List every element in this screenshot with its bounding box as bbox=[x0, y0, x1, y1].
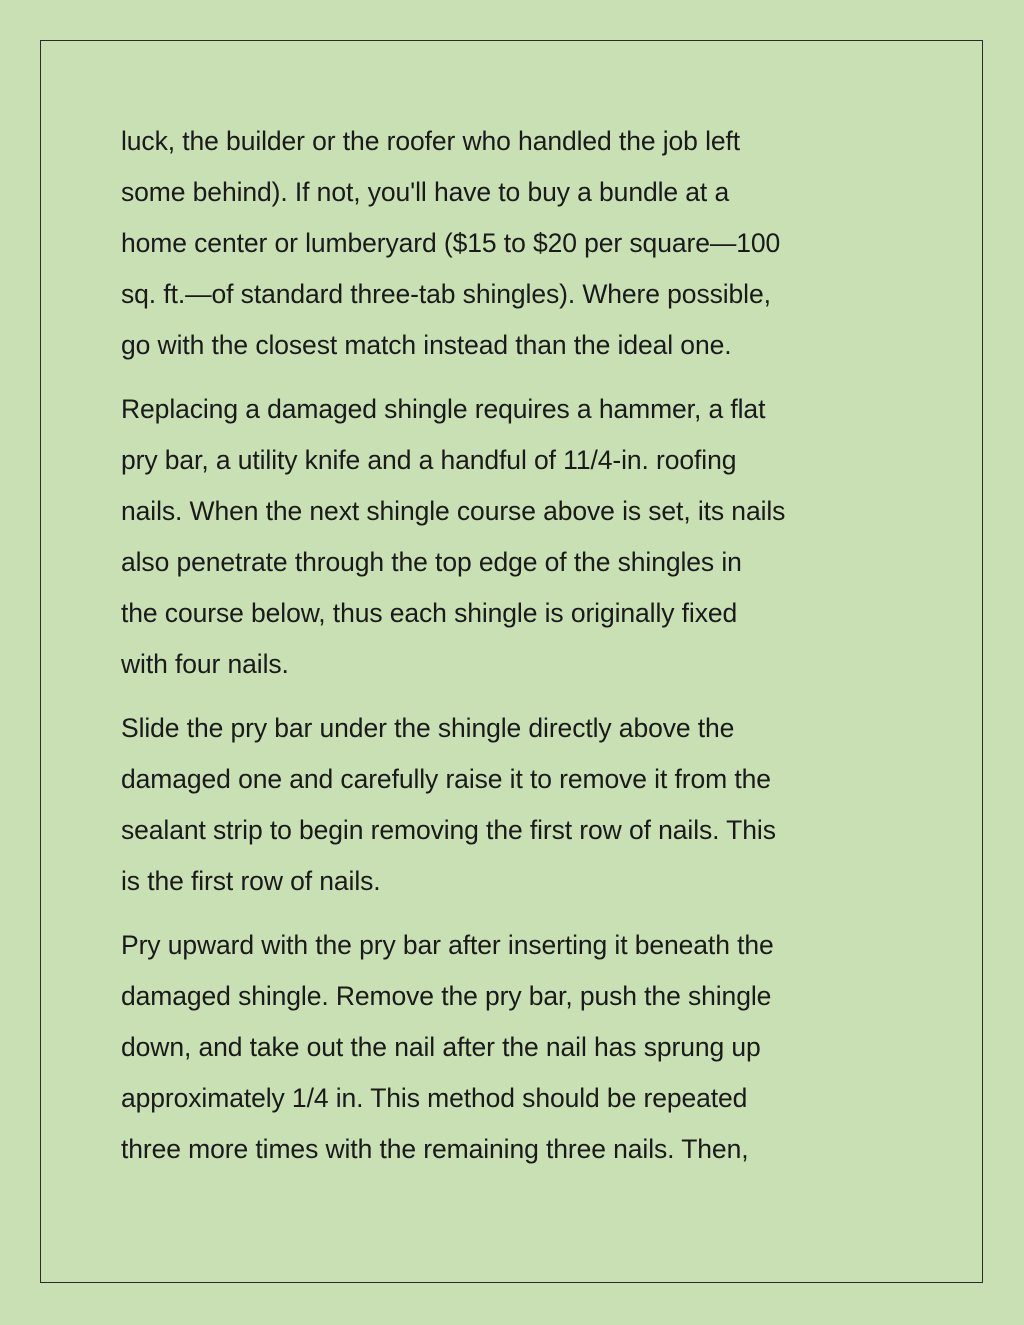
document-body bbox=[121, 116, 916, 1188]
paragraph-1: luck, the builder or the roofer who handled the job left some behind). If not, you'll have to buy a bundle at a home center or lumberyard ($15 to $20 per square—100 sq. ft.—of standard three-tab shingles). Where possible, go with the closest match instead than the ideal one. bbox=[121, 126, 781, 360]
paragraph-2: Replacing a damaged shingle requires a hammer, a flat pry bar, a utility knife and a handful of 11/4-in. roofing nails. When the next shingle course above is set, its nails also penetrate through the top edge of the shingles in the course below, thus each shingle is originally fixed with four nails. bbox=[121, 394, 786, 679]
paragraph-4: Pry upward with the pry bar after inserting it beneath the damaged shingle. Remove the pry bar, push the shingle down, and take out the nail after the nail has sprung up approximately 1/4 in. This method should be repeated three more times with the remaining three nails. Then, bbox=[121, 930, 774, 1164]
paragraph-3: Slide the pry bar under the shingle directly above the damaged one and carefully raise it to remove it from the sealant strip to begin removing the first row of nails. This is the first row of nails. bbox=[121, 713, 776, 896]
